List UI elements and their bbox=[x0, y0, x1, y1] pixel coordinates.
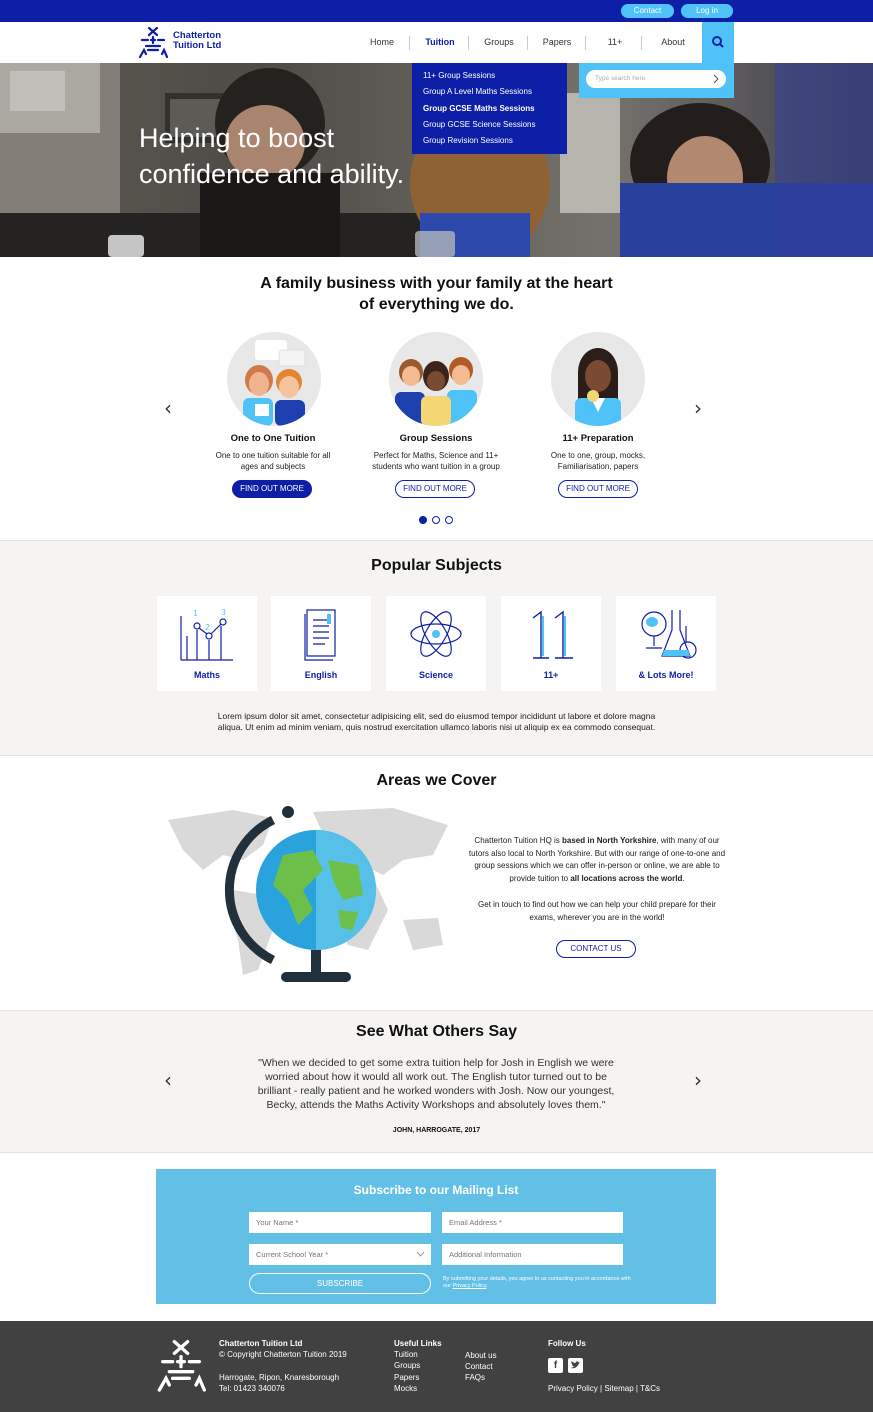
privacy-note-text: By submitting your details, you agree to us contacting you in accordance with our bbox=[443, 1276, 631, 1289]
nav-11-plus[interactable]: 11+ bbox=[607, 37, 623, 47]
footer-link-groups[interactable]: Groups bbox=[394, 1361, 421, 1370]
maths-chart-icon bbox=[179, 606, 235, 662]
nav-separator bbox=[585, 36, 586, 50]
nav-separator bbox=[527, 36, 528, 50]
school-year-select-value: Current School Year * bbox=[256, 1250, 329, 1259]
carousel-prev-arrow[interactable]: ‹ bbox=[164, 396, 172, 420]
footer-useful-links-heading: Useful Links bbox=[394, 1339, 442, 1348]
nav-separator bbox=[468, 36, 469, 50]
card-title: 11+ Preparation bbox=[562, 433, 634, 444]
subject-card-maths[interactable] bbox=[157, 596, 257, 691]
footer-legal-links[interactable]: Privacy Policy | Sitemap | T&Cs bbox=[548, 1384, 661, 1393]
subject-label: English bbox=[304, 670, 338, 680]
dropdown-item[interactable]: Group GCSE Science Sessions bbox=[423, 120, 536, 129]
footer-telephone: Tel: 01423 340076 bbox=[219, 1384, 285, 1393]
dropdown-item-highlighted[interactable]: Group GCSE Maths Sessions bbox=[423, 104, 535, 113]
testimonial-author: JOHN, HARROGATE, 2017 bbox=[392, 1127, 481, 1134]
carousel-dot[interactable] bbox=[432, 516, 440, 524]
contact-us-button[interactable]: CONTACT US bbox=[556, 940, 636, 958]
chevron-right-icon[interactable] bbox=[712, 74, 720, 84]
subject-card-11-plus[interactable] bbox=[501, 596, 601, 691]
dropdown-item[interactable]: Group A Level Maths Sessions bbox=[423, 87, 532, 96]
carousel-dot[interactable] bbox=[445, 516, 453, 524]
world-map-globe-illustration bbox=[163, 800, 453, 990]
nav-home[interactable]: Home bbox=[369, 37, 394, 47]
subject-card-science[interactable] bbox=[386, 596, 486, 691]
find-out-more-button[interactable]: FIND OUT MORE bbox=[232, 480, 312, 498]
subscribe-heading: Subscribe to our Mailing List bbox=[353, 1183, 519, 1197]
card-desc-line: One to one, group, mocks, bbox=[550, 451, 646, 460]
footer-link-about[interactable]: About us bbox=[465, 1351, 497, 1360]
areas-text-span: . bbox=[682, 873, 685, 883]
tuition-dropdown-menu bbox=[412, 63, 567, 154]
card-title: Group Sessions bbox=[399, 433, 473, 444]
card-description bbox=[518, 450, 678, 472]
search-button[interactable] bbox=[702, 22, 734, 63]
card-desc-line: ages and subjects bbox=[240, 462, 306, 471]
footer-copyright: © Copyright Chatterton Tuition 2019 bbox=[219, 1350, 347, 1359]
subscribe-button[interactable]: SUBSCRIBE bbox=[249, 1273, 431, 1294]
svg-text:3: 3 bbox=[221, 608, 227, 617]
subject-label: 11+ bbox=[543, 670, 559, 680]
footer-logo-icon[interactable] bbox=[156, 1337, 206, 1393]
contact-button[interactable]: Contact bbox=[621, 4, 674, 18]
card-desc-line: One to one tuition suitable for all bbox=[215, 451, 331, 460]
nav-separator bbox=[409, 36, 410, 50]
hero-line-1: Helping to boost bbox=[139, 123, 335, 153]
eleven-icon bbox=[523, 606, 579, 662]
eleven-plus-illustration bbox=[551, 332, 645, 426]
dropdown-item[interactable]: 11+ Group Sessions bbox=[423, 71, 496, 80]
top-bar bbox=[0, 0, 873, 22]
card-desc-line: Perfect for Maths, Science and 11+ bbox=[373, 451, 499, 460]
facebook-icon[interactable]: f bbox=[548, 1358, 563, 1373]
popular-heading: Popular Subjects bbox=[371, 557, 502, 574]
brand-line-2: Tuition Ltd bbox=[173, 40, 222, 51]
nav-tuition[interactable]: Tuition bbox=[425, 37, 455, 47]
site-footer bbox=[0, 1321, 873, 1412]
svg-text:2: 2 bbox=[205, 623, 211, 632]
footer-address: Harrogate, Ripon, Knaresborough bbox=[219, 1373, 340, 1382]
areas-paragraph-1 bbox=[468, 835, 726, 885]
footer-company: Chatterton Tuition Ltd bbox=[219, 1339, 303, 1348]
search-icon bbox=[702, 22, 734, 63]
testimonials-heading: See What Others Say bbox=[356, 1023, 517, 1040]
family-heading bbox=[0, 273, 873, 315]
hero-line-2: confidence and ability. bbox=[139, 159, 405, 189]
family-heading-line-1: A family business with your family at the heart bbox=[260, 275, 613, 292]
popular-description bbox=[190, 711, 683, 733]
nav-papers[interactable]: Papers bbox=[542, 37, 572, 47]
atom-icon bbox=[408, 606, 464, 662]
areas-text-bold: based in North Yorkshire bbox=[562, 836, 657, 845]
privacy-note-text: . bbox=[486, 1283, 488, 1289]
twitter-icon[interactable] bbox=[568, 1358, 583, 1373]
subject-label: Maths bbox=[193, 670, 220, 680]
nav-separator bbox=[641, 36, 642, 50]
book-icon bbox=[293, 606, 349, 662]
search-input[interactable]: Type search here bbox=[586, 70, 726, 88]
find-out-more-button[interactable]: FIND OUT MORE bbox=[395, 480, 475, 498]
one-to-one-illustration bbox=[227, 332, 321, 426]
footer-follow-heading: Follow Us bbox=[548, 1339, 586, 1348]
name-input[interactable]: Your Name * bbox=[249, 1212, 431, 1233]
privacy-policy-link[interactable]: Privacy Policy bbox=[452, 1283, 487, 1289]
card-desc-line: students who want tuition in a group bbox=[372, 462, 500, 471]
nav-groups[interactable]: Groups bbox=[484, 37, 514, 47]
group-sessions-illustration bbox=[389, 332, 483, 426]
carousel-dot-active[interactable] bbox=[419, 516, 427, 524]
areas-paragraph-2: Get in touch to find out how we can help your child prepare for their exams, wherever you are in the world! bbox=[478, 900, 716, 922]
carousel-next-arrow[interactable]: › bbox=[694, 396, 702, 420]
email-input[interactable]: Email Address * bbox=[442, 1212, 623, 1233]
popular-description-line: Lorem ipsum dolor sit amet, consectetur adipisicing elit, sed do eiusmod tempor incididunt ut labore et dolore magna bbox=[217, 711, 656, 721]
card-description bbox=[356, 450, 516, 472]
areas-text-span: , with many of our tutors also local to North Yorkshire. But with our range of one-to-one and group sessions which we can offer in-person or online, we are able to provide tuition to bbox=[468, 836, 726, 883]
brand-line-1: Chatterton bbox=[173, 30, 222, 41]
additional-info-input[interactable]: Additional Information bbox=[442, 1244, 623, 1265]
testimonial-quote: "When we decided to get some extra tuition help for Josh in English we were worried about how it would all work out. The English tutor turned out to be brilliant - really patient and he worked wonders with Josh. Now our youngest, Becky, attends the Maths Activity Workshops and absolutely loves them." bbox=[257, 1057, 615, 1111]
logo-icon[interactable] bbox=[138, 26, 168, 58]
popular-description-line: aliqua. Ut enim ad minim veniam, quis nostrud exercitation ullamco laboris nisi ut aliquip ex ea commodo consequat. bbox=[217, 722, 656, 732]
hero-headline bbox=[139, 120, 404, 192]
svg-text:1: 1 bbox=[193, 609, 199, 618]
footer-link-tuition[interactable]: Tuition bbox=[394, 1350, 418, 1359]
subject-card-english[interactable] bbox=[271, 596, 371, 691]
testimonial-prev-arrow[interactable]: ‹ bbox=[164, 1068, 172, 1092]
areas-text-bold: all locations across the world bbox=[570, 873, 683, 883]
subscribe-privacy-note bbox=[443, 1276, 633, 1290]
brand-name[interactable] bbox=[173, 31, 221, 51]
family-heading-line-2: of everything we do. bbox=[359, 296, 514, 313]
footer-link-contact[interactable]: Contact bbox=[465, 1362, 493, 1371]
globe-flask-icon bbox=[638, 606, 698, 662]
login-button[interactable]: Log in bbox=[681, 4, 733, 18]
chevron-down-icon bbox=[416, 1251, 425, 1257]
card-description bbox=[193, 450, 353, 472]
footer-link-mocks[interactable]: Mocks bbox=[394, 1384, 418, 1393]
find-out-more-button[interactable]: FIND OUT MORE bbox=[558, 480, 638, 498]
subject-card-more[interactable] bbox=[616, 596, 716, 691]
nav-about[interactable]: About bbox=[661, 37, 685, 47]
subject-label: & Lots More! bbox=[638, 670, 694, 680]
school-year-select[interactable] bbox=[249, 1244, 431, 1265]
card-title: One to One Tuition bbox=[230, 433, 316, 444]
testimonial-next-arrow[interactable]: › bbox=[694, 1068, 702, 1092]
card-desc-line: Familiarisation, papers bbox=[557, 462, 639, 471]
subject-label: Science bbox=[418, 670, 454, 680]
footer-link-papers[interactable]: Papers bbox=[394, 1373, 420, 1382]
footer-link-faqs[interactable]: FAQs bbox=[465, 1373, 486, 1382]
areas-text-span: Chatterton Tuition HQ is bbox=[474, 836, 563, 845]
dropdown-item[interactable]: Group Revision Sessions bbox=[423, 136, 513, 145]
areas-heading: Areas we Cover bbox=[376, 772, 497, 789]
